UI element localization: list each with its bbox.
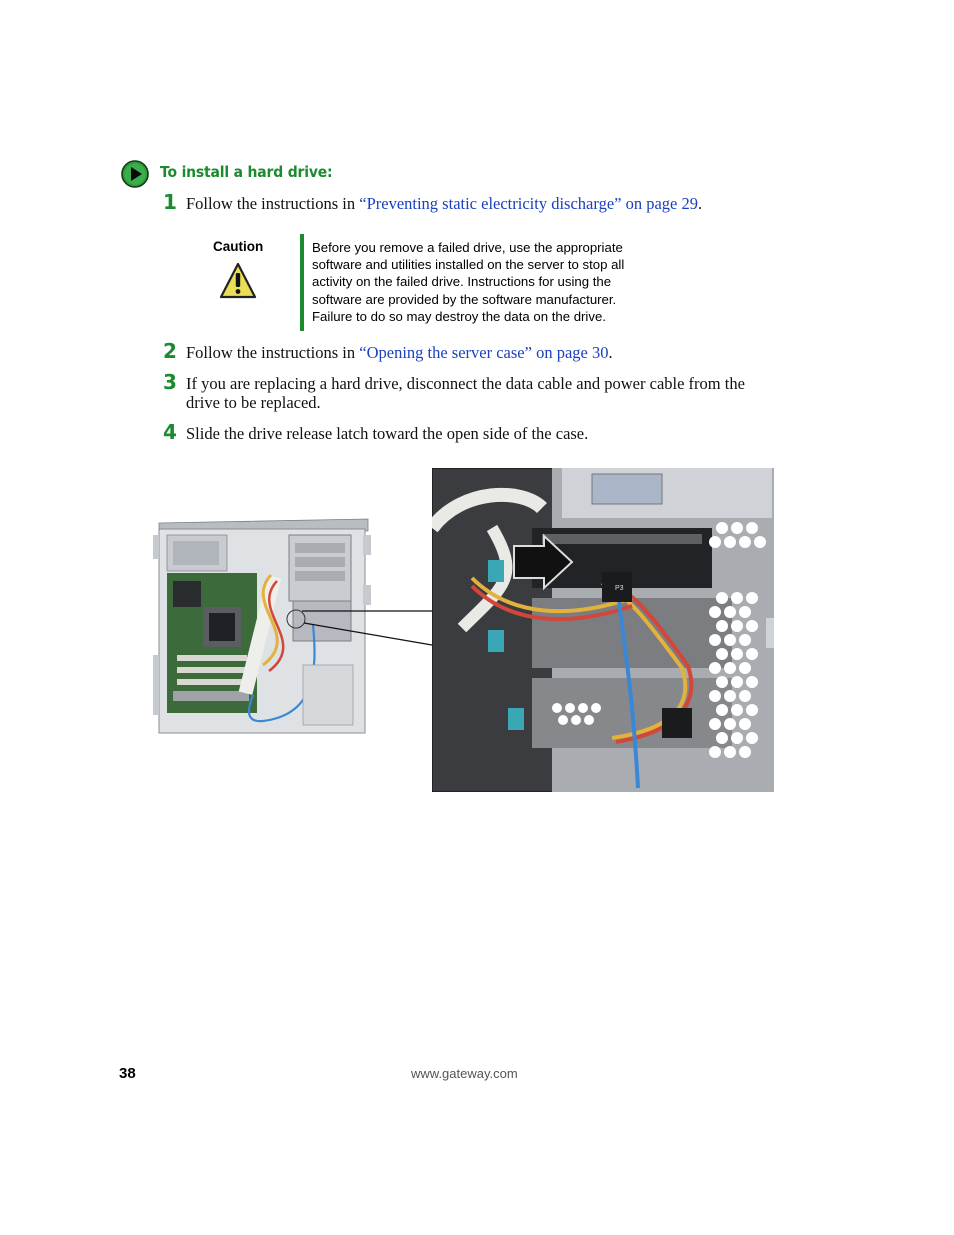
step-text: [186, 374, 745, 412]
opening-case-link[interactable]: “Opening the server case” on page 30: [359, 343, 609, 362]
caution-line: software and utilities installed on the server to stop all: [312, 257, 625, 273]
step-text-before: Follow the instructions in: [186, 194, 360, 213]
caution-line: activity on the failed drive. Instructions for using the: [312, 274, 612, 290]
step-text-after: .: [608, 343, 613, 362]
server-case-overview-photo: [153, 515, 373, 737]
static-discharge-link[interactable]: “Preventing static electricity discharge” on page 29: [359, 194, 698, 213]
connector-label: P3: [615, 585, 624, 592]
caution-line: Before you remove a failed drive, use the appropriate: [312, 240, 623, 255]
step-number: 2: [163, 339, 177, 363]
step-text-before: Follow the instructions in: [186, 343, 360, 362]
green-arrow-icon: [121, 160, 149, 188]
step-text-line: If you are replacing a hard drive, disconnect the data cable and power cable from the: [186, 374, 745, 393]
drive-bay-detail-photo: [432, 468, 774, 792]
procedure-title: To install a hard drive:: [160, 163, 333, 181]
step-number: 3: [163, 370, 177, 394]
warning-triangle-icon: [219, 262, 257, 300]
footer-url[interactable]: www.gateway.com: [411, 1066, 518, 1081]
caution-label: Caution: [213, 239, 264, 254]
step-text: Slide the drive release latch toward the open side of the case.: [186, 424, 589, 443]
caution-line: software are provided by the software manufacturer.: [312, 291, 617, 307]
caution-divider: [300, 234, 304, 331]
caution-text: [312, 239, 662, 325]
step-number: 1: [163, 190, 177, 214]
step-number: 4: [163, 420, 177, 444]
step-text: [186, 194, 702, 213]
step-text-line: drive to be replaced.: [186, 393, 321, 412]
page-number: 38: [119, 1065, 136, 1082]
step-text: [186, 343, 613, 362]
caution-line: Failure to do so may destroy the data on the drive.: [312, 308, 606, 324]
step-text-after: .: [697, 194, 703, 213]
